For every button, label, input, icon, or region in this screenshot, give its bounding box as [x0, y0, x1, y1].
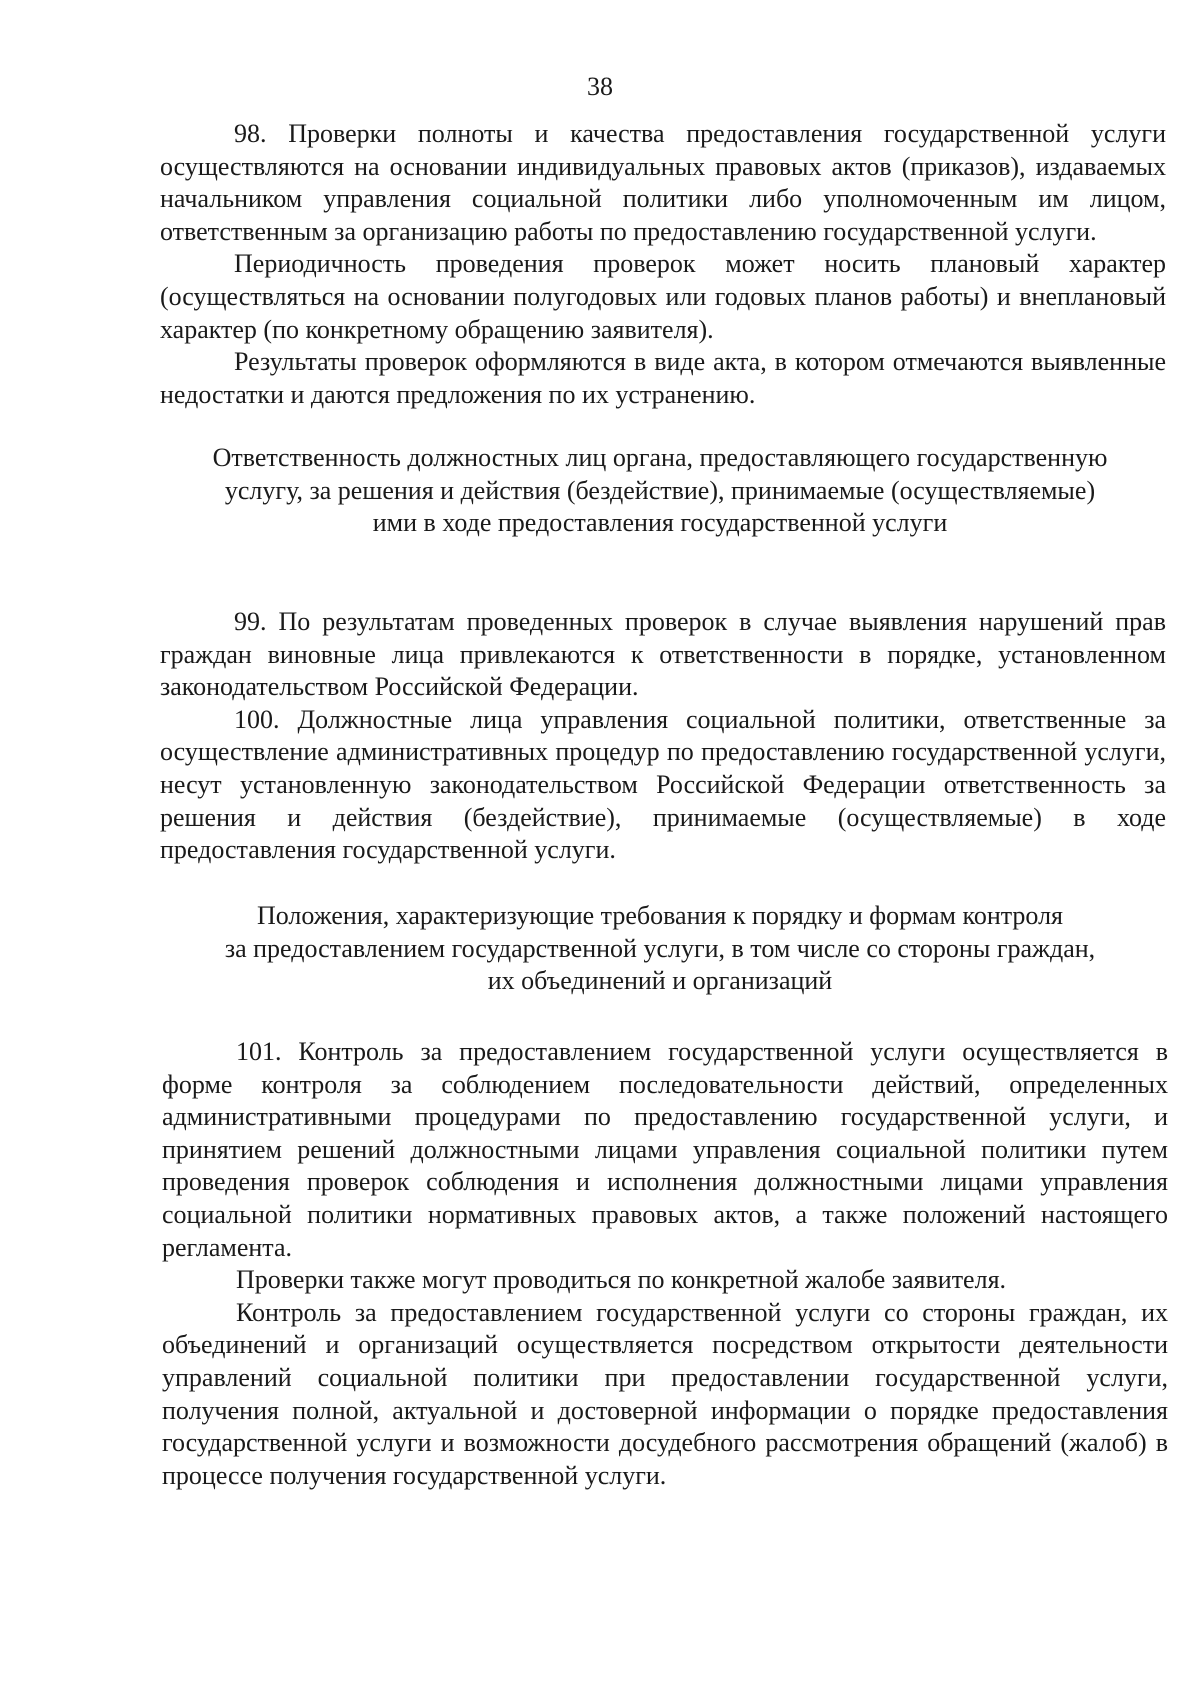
heading-line: Ответственность должностных лиц органа, предоставляющего государственную	[212, 443, 1108, 472]
paragraph-99: 99. По результатам проведенных проверок в случае выявления нарушений прав граждан виновные лица привлекаются к ответственности в порядке, установленном законодательством Российской Федерации.	[160, 607, 1166, 702]
page-number: 38	[587, 72, 613, 101]
paragraph-public-control: Контроль за предоставлением государственной услуги со стороны граждан, их объединений и организаций осуществляется посредством открытости деятельности управлений социальной политики при предоставлении государственной услуги, получения полной, актуальной и достоверной информации о порядке предоставления государственной услуги и возможности досудебного рассмотрения обращений (жалоб) в процессе получения государственной услуги.	[162, 1297, 1168, 1490]
heading-line: услугу, за решения и действия (бездействие), принимаемые (осуществляемые)	[224, 475, 1096, 505]
paragraph-101: 101. Контроль за предоставлением государственной услуги осуществляется в форме контроля за соблюдением последовательности действий, определенных административными процедурами по предоставлению государственной услуги, и принятием решений должностными лицами управления социальной политики путем проведения проверок соблюдения и исполнения должностными лицами управления социальной политики нормативных правовых актов, а также положений настоящего регламента.	[162, 1037, 1168, 1262]
section-inspections	[160, 118, 1166, 411]
paragraph-periodicity: Периодичность проведения проверок может носить плановый характер (осуществляться на основании полугодовых или годовых планов работы) и внеплановый характер (по конкретному обращению заявителя).	[160, 249, 1166, 344]
section-responsibility	[160, 606, 1166, 867]
heading-line: за предоставлением государственной услуги, в том числе со стороны граждан,	[224, 933, 1096, 963]
heading-line: Положения, характеризующие требования к порядку и формам контроля	[256, 901, 1063, 930]
paragraph-results: Результаты проверок оформляются в виде акта, в котором отмечаются выявленные недостатки и даются предложения по их устранению.	[160, 347, 1166, 409]
section-control	[162, 1036, 1168, 1492]
section-heading-responsibility	[130, 442, 1190, 540]
paragraph-100: 100. Должностные лица управления социальной политики, ответственные за осуществление административных процедур по предоставлению государственной услуги, несут установленную законодательством Российской Федерации ответственность за решения и действия (бездействие), принимаемые (осуществляемые) в ходе предоставления государственной услуги.	[160, 704, 1166, 865]
heading-line: их объединений и организаций	[487, 966, 833, 996]
heading-line: ими в ходе предоставления государственной услуги	[372, 508, 948, 538]
paragraph-98: 98. Проверки полноты и качества предоставления государственной услуги осуществляются на основании индивидуальных правовых актов (приказов), издаваемых начальником управления социальной политики либо уполномоченным им лицом, ответственным за организацию работы по предоставлению государственной услуги.	[160, 119, 1166, 246]
paragraph-complaint: Проверки также могут проводиться по конкретной жалобе заявителя.	[236, 1265, 1007, 1295]
section-heading-control	[130, 900, 1190, 998]
